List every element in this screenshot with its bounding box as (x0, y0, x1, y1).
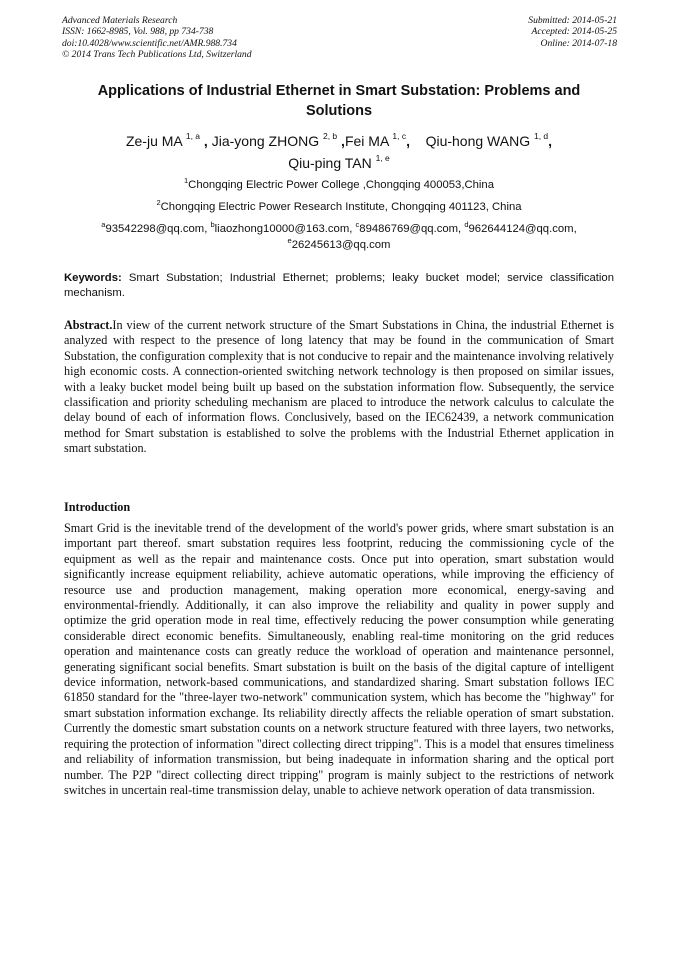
author-list (64, 130, 614, 174)
publication-info (62, 15, 252, 61)
issn-line: ISSN: 1662-8985, Vol. 988, pp 734-738 (62, 26, 214, 38)
author-sup: 1, e (375, 153, 390, 164)
email-list (64, 221, 614, 253)
affiliation-sup: 1 (183, 176, 189, 186)
keywords-text: Smart Substation; Industrial Ethernet; problems; leaky bucket model; service classification mechanism. (64, 272, 614, 299)
email-address: 93542298@qq.com, (105, 223, 211, 235)
abstract-label: Abstract. (64, 318, 113, 332)
email-sup: d (464, 220, 469, 230)
email-sup: b (210, 220, 215, 230)
author-name: Fei MA (344, 133, 389, 149)
author-sup: 1, d (533, 131, 549, 142)
online-date: Online: 2014-07-18 (540, 37, 617, 49)
keywords-label: Keywords: (64, 272, 122, 284)
accepted-date: Accepted: 2014-05-25 (531, 26, 617, 38)
email-line-2 (64, 237, 614, 253)
publication-dates (528, 15, 617, 49)
introduction-heading: Introduction (64, 500, 131, 514)
introduction-body: Smart Grid is the inevitable trend of the development of the world's power grids, where smart substation is an important part thereof. smart substation requires less footprint, reducing the commissioning cycle of the equipment as well as the repair and maintenance costs. Once put into operation, smart substation would significantly increase equipment reliability, achieve automatic operations, while improving the efficiency of resource use and production management, making operation more economical, energy-saving and environmental-friendly. Additionally, it can also improve the reliability and quality in power supply and optimize the grid operation mode in real time, effectively reducing the power consumption while generating considerable direct economic benefits. Simultaneously, enabling real-time monitoring on the grid reduces operation and maintenance costs can greatly reduce the workload of operation and maintenance personnel, generating significant social benefits. Smart substation is built on the basis of the digital capture of intelligent device information, network-based communications, and standardized sharing. Smart substation follows IEC 61850 standard for the "three-layer two-network" communication system, which has become the "highway" for smart substation information exchange. Its reliability directly affects the reliable operation of smart substation. Currently the domestic smart substation counts on a network structure featured with three layers, two networks, requiring the protection of information "direct collecting direct tripping". This is a model that ensures timeliness and reliability of information transmission, but being inadequate in information sharing and the optical port number. The P2P "direct collecting direct tripping" program is mainly subject to the restrictions of network switches in uncertain real-time transmission delay, unable to achieve network operation of data transmission. (64, 521, 614, 797)
affiliation-text: Chongqing Electric Power Research Institute, Chongqing 401123, China (160, 201, 522, 213)
email-address: 962644124@qq.com, (468, 223, 577, 235)
email-address: liaozhong10000@163.com, (214, 223, 356, 235)
author-sup: 1, c (392, 131, 407, 142)
author-sup: 1, a (185, 131, 201, 142)
keywords-section (64, 271, 614, 301)
email-address: 26245613@qq.com (291, 239, 391, 251)
author-name: Ze-ju MA (125, 133, 182, 149)
author-name: Jia-yong ZHONG (211, 133, 320, 149)
email-address: 89486769@qq.com, (359, 223, 465, 235)
abstract-text: In view of the current network structure of the Smart Substations in China, the industrial Ethernet is analyzed with respect to the presence of long latency that may be found in the communication of Smart Substation, the configuration complexity that is not conducive to repair and the maintenance involving relatively high economic costs. A connection-oriented switching network technology is then proposed on similar issues, with a leaky bucket model being built up based on the substation information flow. Subsequently, the service classification and priority scheduling mechanism are placed to introduce the network calculus to calculate the delay bound of each of information flows. Conclusively, based on the IEC62439, a network communication method for Smart substation is established to solve the problems with the Industrial Ethernet application in smart substation. (64, 318, 614, 456)
submitted-date: Submitted: 2014-05-21 (528, 15, 617, 26)
abstract-section (64, 318, 614, 457)
title-line-2: Solutions (305, 103, 373, 119)
copyright-line: © 2014 Trans Tech Publications Ltd, Switzerland (62, 49, 252, 61)
author-name: Qiu-hong WANG (425, 133, 531, 149)
affiliation-sup: 2 (156, 198, 161, 208)
author-line-1: Ze-ju MA $^{1, a}$ , Jia-yong ZHONG $^{2, b}$ ,Fei MA $^{1, c}$, Qiu-hong WANG $^{1, d}$, (125, 131, 553, 149)
doi-line: doi:10.4028/www.scientific.net/AMR.988.734 (62, 37, 237, 49)
email-sup: c (355, 220, 360, 230)
title-line-1: Applications of Industrial Ethernet in Smart Substation: Problems and (97, 83, 581, 99)
email-sup: e (287, 236, 292, 246)
email-sup: a (101, 220, 106, 230)
email-line-1 (64, 221, 614, 237)
affiliation-1 (64, 177, 614, 193)
author-name: Qiu-ping TAN (288, 155, 372, 171)
affiliation-text: Chongqing Electric Power College ,Chongqing 400053,China (188, 179, 494, 191)
author-line-2 (64, 152, 614, 174)
affiliation-2 (64, 199, 614, 215)
paper-title (56, 81, 622, 121)
author-sup: 2, b (322, 131, 338, 142)
journal-name: Advanced Materials Research (62, 15, 178, 26)
